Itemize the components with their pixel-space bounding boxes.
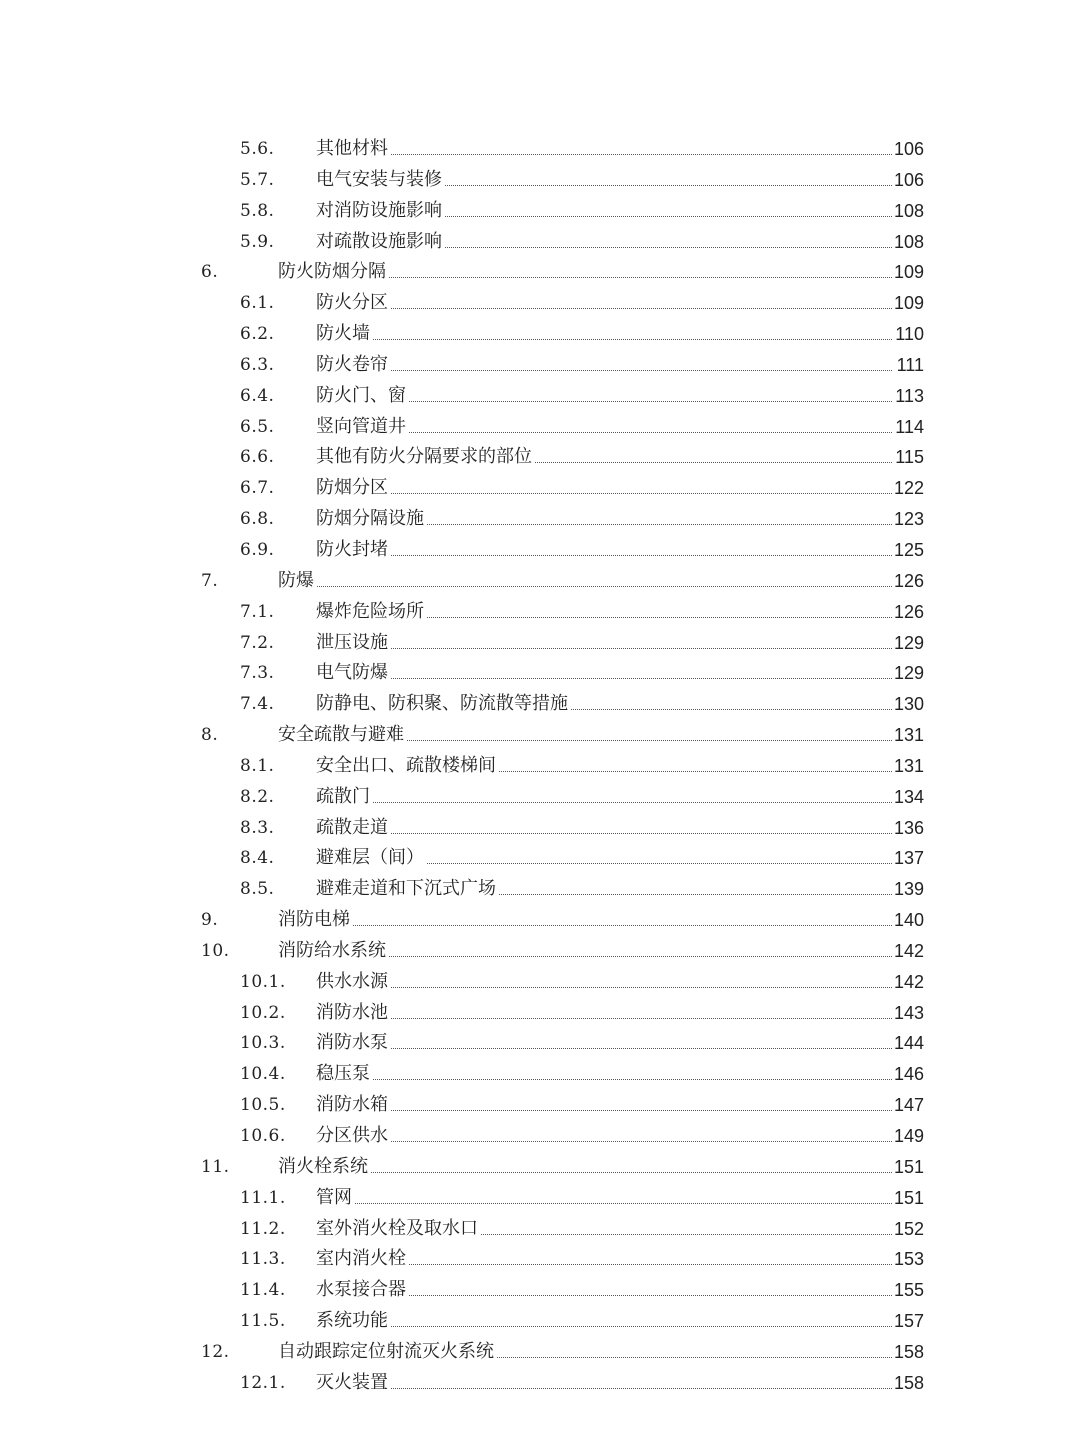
dot-leader [316, 1110, 892, 1111]
toc-entry [0, 813, 1080, 844]
toc-entry-number: 6.9. [240, 537, 274, 563]
toc-entry-title: 消防给水系统 [278, 938, 388, 964]
toc-entry-page: 157 [892, 1308, 924, 1334]
toc-entry-title: 灭火装置 [316, 1370, 390, 1396]
toc-entry-title: 自动跟踪定位射流灭火系统 [278, 1339, 496, 1365]
toc-entry-number: 6. [201, 259, 218, 285]
toc-entry-number: 8. [201, 722, 218, 748]
toc-entry-number: 6.2. [240, 321, 274, 347]
toc-entry [0, 442, 1080, 473]
toc-entry-title: 其他材料 [316, 136, 390, 162]
toc-entry-page: 149 [892, 1123, 924, 1149]
dot-leader [316, 555, 892, 556]
toc-entry-title: 防火分区 [316, 290, 390, 316]
toc-entry-number: 11.2. [240, 1216, 286, 1242]
toc-entry-page: 155 [892, 1277, 924, 1303]
toc-entry [0, 1306, 1080, 1337]
toc-entry-page: 111 [895, 352, 924, 378]
table-of-contents [0, 134, 1080, 1399]
dot-leader [316, 648, 892, 649]
dot-leader [316, 308, 892, 309]
dot-leader [316, 1203, 892, 1204]
toc-entry-number: 7.3. [240, 660, 274, 686]
toc-entry [0, 288, 1080, 319]
toc-entry-page: 153 [892, 1246, 924, 1272]
toc-entry-title: 室外消火栓及取水口 [316, 1216, 480, 1242]
toc-entry [0, 473, 1080, 504]
toc-entry-title: 系统功能 [316, 1308, 390, 1334]
toc-entry-page: 108 [892, 198, 924, 224]
toc-entry-title: 管网 [316, 1185, 354, 1211]
toc-entry [0, 504, 1080, 535]
toc-entry [0, 566, 1080, 597]
toc-entry-number: 6.7. [240, 475, 274, 501]
toc-entry-page: 131 [892, 722, 924, 748]
toc-entry-number: 8.3. [240, 815, 274, 841]
toc-entry-page: 142 [892, 969, 924, 995]
toc-entry-page: 106 [892, 136, 924, 162]
toc-entry [0, 1368, 1080, 1399]
toc-entry-page: 146 [892, 1061, 924, 1087]
toc-entry [0, 350, 1080, 381]
toc-entry-page: 143 [892, 1000, 924, 1026]
toc-entry-page: 134 [892, 784, 924, 810]
toc-entry-number: 5.8. [240, 198, 274, 224]
toc-entry-page: 151 [892, 1154, 924, 1180]
dot-leader [316, 1048, 892, 1049]
toc-entry-number: 7.4. [240, 691, 274, 717]
dot-leader [316, 833, 892, 834]
toc-entry-page: 114 [893, 414, 924, 440]
toc-entry-page: 139 [892, 876, 924, 902]
toc-entry-title: 防爆 [278, 568, 316, 594]
toc-entry [0, 967, 1080, 998]
toc-entry-title: 疏散走道 [316, 815, 390, 841]
toc-entry-page: 130 [892, 691, 924, 717]
toc-entry [0, 936, 1080, 967]
toc-entry-number: 5.6. [240, 136, 274, 162]
dot-leader [316, 370, 892, 371]
dot-leader [278, 1172, 892, 1173]
toc-entry-number: 8.1. [240, 753, 274, 779]
toc-entry [0, 257, 1080, 288]
toc-entry-title: 疏散门 [316, 784, 372, 810]
toc-entry-number: 10.6. [240, 1123, 286, 1149]
toc-entry-title: 对疏散设施影响 [316, 229, 444, 255]
toc-entry-number: 11.3. [240, 1246, 286, 1272]
toc-entry-page: 129 [892, 660, 924, 686]
toc-entry [0, 165, 1080, 196]
toc-entry-page: 108 [892, 229, 924, 255]
toc-entry-number: 12. [201, 1339, 230, 1365]
toc-entry-page: 136 [892, 815, 924, 841]
toc-entry-page: 158 [892, 1339, 924, 1365]
toc-entry-title: 防火门、窗 [316, 383, 408, 409]
toc-entry-page: 123 [892, 506, 924, 532]
toc-entry-page: 109 [892, 290, 924, 316]
toc-entry-title: 泄压设施 [316, 630, 390, 656]
dot-leader [316, 154, 892, 155]
toc-entry-title: 消防电梯 [278, 907, 352, 933]
toc-entry-page: 125 [892, 537, 924, 563]
dot-leader [316, 1388, 892, 1389]
toc-entry [0, 227, 1080, 258]
toc-entry-number: 12.1. [240, 1370, 286, 1396]
toc-entry-title: 消火栓系统 [278, 1154, 370, 1180]
toc-entry-page: 109 [892, 259, 924, 285]
toc-entry [0, 1337, 1080, 1368]
toc-entry-page: 106 [892, 167, 924, 193]
toc-entry-title: 防烟分区 [316, 475, 390, 501]
dot-leader [316, 987, 892, 988]
toc-entry-title: 避难层（间） [316, 845, 426, 871]
toc-entry [0, 535, 1080, 566]
toc-entry-title: 其他有防火分隔要求的部位 [316, 444, 534, 470]
toc-entry-number: 6.6. [240, 444, 274, 470]
toc-entry [0, 196, 1080, 227]
toc-entry-title: 防火封堵 [316, 537, 390, 563]
toc-entry-page: 152 [892, 1216, 924, 1242]
toc-entry [0, 134, 1080, 165]
toc-entry-title: 水泵接合器 [316, 1277, 408, 1303]
toc-entry-number: 10.1. [240, 969, 286, 995]
toc-entry [0, 1244, 1080, 1275]
dot-leader [316, 1018, 892, 1019]
toc-entry-number: 10.4. [240, 1061, 286, 1087]
toc-entry-number: 7. [201, 568, 218, 594]
toc-entry-number: 6.4. [240, 383, 274, 409]
toc-entry [0, 689, 1080, 720]
toc-entry-number: 8.2. [240, 784, 274, 810]
dot-leader [316, 678, 892, 679]
toc-entry-number: 5.7. [240, 167, 274, 193]
toc-entry [0, 412, 1080, 443]
toc-entry [0, 905, 1080, 936]
toc-entry-title: 供水水源 [316, 969, 390, 995]
toc-entry-page: 144 [892, 1030, 924, 1056]
toc-entry-number: 11.1. [240, 1185, 286, 1211]
toc-entry-number: 6.5. [240, 414, 274, 440]
toc-entry [0, 1183, 1080, 1214]
toc-entry [0, 319, 1080, 350]
toc-entry-number: 5.9. [240, 229, 274, 255]
toc-entry-page: 126 [892, 568, 924, 594]
dot-leader [316, 339, 892, 340]
toc-entry [0, 720, 1080, 751]
toc-entry [0, 658, 1080, 689]
toc-entry-number: 10.3. [240, 1030, 286, 1056]
toc-entry [0, 843, 1080, 874]
toc-entry-page: 147 [892, 1092, 924, 1118]
toc-entry-number: 11. [201, 1154, 230, 1180]
toc-entry-number: 6.1. [240, 290, 274, 316]
toc-entry [0, 874, 1080, 905]
dot-leader [316, 802, 892, 803]
toc-entry-page: 129 [892, 630, 924, 656]
dot-leader [316, 1079, 892, 1080]
toc-entry-title: 避难走道和下沉式广场 [316, 876, 498, 902]
toc-entry-title: 电气安装与装修 [316, 167, 444, 193]
toc-entry [0, 381, 1080, 412]
toc-entry-title: 消防水箱 [316, 1092, 390, 1118]
toc-entry [0, 1059, 1080, 1090]
toc-entry-title: 竖向管道井 [316, 414, 408, 440]
toc-entry [0, 998, 1080, 1029]
toc-entry-title: 分区供水 [316, 1123, 390, 1149]
toc-entry-title: 爆炸危险场所 [316, 599, 426, 625]
toc-entry-number: 8.4. [240, 845, 274, 871]
toc-entry-title: 防火防烟分隔 [278, 259, 388, 285]
toc-entry-page: 113 [893, 383, 924, 409]
toc-entry-title: 稳压泵 [316, 1061, 372, 1087]
toc-entry-page: 126 [892, 599, 924, 625]
toc-entry-number: 9. [201, 907, 218, 933]
toc-entry-title: 消防水泵 [316, 1030, 390, 1056]
toc-entry-title: 防火卷帘 [316, 352, 390, 378]
dot-leader [278, 925, 892, 926]
dot-leader [278, 586, 892, 587]
toc-entry-title: 消防水池 [316, 1000, 390, 1026]
toc-entry-number: 6.3. [240, 352, 274, 378]
toc-entry-page: 158 [892, 1370, 924, 1396]
toc-entry [0, 782, 1080, 813]
toc-entry-page: 122 [892, 475, 924, 501]
toc-entry-page: 131 [892, 753, 924, 779]
toc-entry-title: 防静电、防积聚、防流散等措施 [316, 691, 570, 717]
toc-entry-number: 6.8. [240, 506, 274, 532]
toc-entry-page: 110 [893, 321, 924, 347]
toc-entry-title: 防烟分隔设施 [316, 506, 426, 532]
toc-entry-title: 安全疏散与避难 [278, 722, 406, 748]
toc-entry [0, 1121, 1080, 1152]
dot-leader [316, 1326, 892, 1327]
toc-entry-number: 7.2. [240, 630, 274, 656]
toc-entry-page: 115 [893, 444, 924, 470]
toc-entry [0, 1028, 1080, 1059]
toc-entry-number: 7.1. [240, 599, 274, 625]
toc-entry-title: 室内消火栓 [316, 1246, 408, 1272]
toc-entry-page: 151 [892, 1185, 924, 1211]
toc-entry-title: 防火墙 [316, 321, 372, 347]
toc-entry-number: 10.2. [240, 1000, 286, 1026]
dot-leader [316, 493, 892, 494]
dot-leader [316, 1141, 892, 1142]
toc-entry [0, 1214, 1080, 1245]
toc-entry-title: 对消防设施影响 [316, 198, 444, 224]
toc-entry-number: 11.4. [240, 1277, 286, 1303]
toc-entry-page: 140 [892, 907, 924, 933]
toc-entry-number: 10.5. [240, 1092, 286, 1118]
toc-entry-number: 11.5. [240, 1308, 286, 1334]
toc-entry-number: 10. [201, 938, 230, 964]
toc-entry-page: 142 [892, 938, 924, 964]
toc-entry-title: 电气防爆 [316, 660, 390, 686]
toc-entry [0, 1152, 1080, 1183]
toc-entry [0, 1090, 1080, 1121]
toc-entry [0, 597, 1080, 628]
toc-entry-number: 8.5. [240, 876, 274, 902]
toc-entry [0, 751, 1080, 782]
toc-entry [0, 628, 1080, 659]
toc-entry-title: 安全出口、疏散楼梯间 [316, 753, 498, 779]
toc-entry [0, 1275, 1080, 1306]
toc-entry-page: 137 [892, 845, 924, 871]
